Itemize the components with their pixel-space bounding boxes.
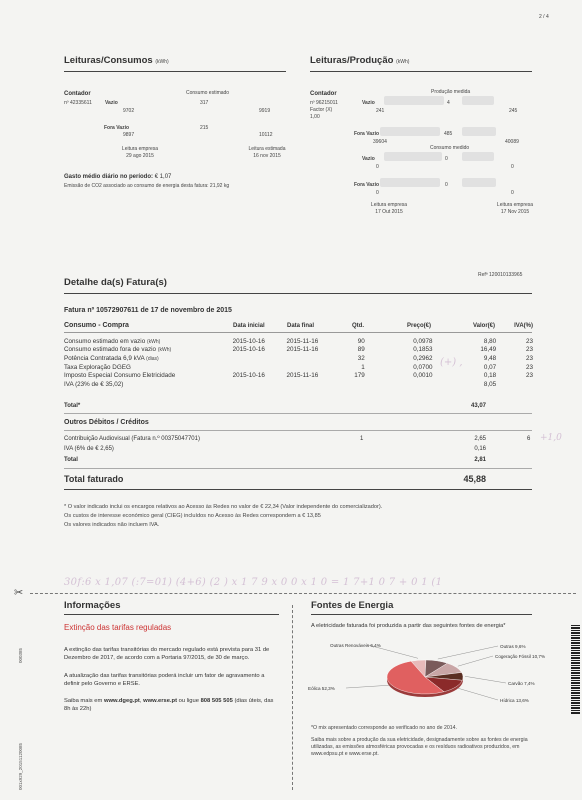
side-code-1: 001x929_20151120085 [18, 743, 23, 790]
pie-label: Outras Renováveis 6,4% [330, 643, 381, 648]
prod-fora2-label: Fora Vazio [354, 182, 380, 188]
row-preco [365, 380, 433, 389]
prod-vazio2-value: 0 [445, 156, 448, 162]
row-valor: 8,80 [483, 337, 497, 345]
row-qtd: 179 [354, 372, 365, 380]
informacoes-subtitle: Extinção das tarifas reguladas [64, 623, 172, 632]
row-iva: 23 [525, 372, 533, 380]
col-desc-header: Consumo - Compra [64, 322, 129, 329]
consumo-estimado-label: Consumo estimado [186, 90, 230, 96]
row-df: 2015-11-16 [286, 337, 319, 345]
total-faturado-value: 45,88 [463, 474, 486, 484]
fora-vazio-label: Fora Vazio [104, 125, 130, 131]
prod-le2-date: 17 Nov 2015 [500, 209, 530, 215]
prod-vazio-value: 4 [447, 100, 450, 106]
prod-contador-number: nº 96215011 [310, 100, 338, 106]
gasto-value: € 1,07 [154, 174, 172, 180]
vazio-start: 9702 [123, 108, 135, 114]
row-qtd: 32 [357, 354, 365, 362]
outros-row-2-desc: IVA (6% de € 2,65) [64, 446, 114, 452]
fatura-line: Fatura nº 10572907611 de 17 de novembro de 2015 [64, 307, 232, 314]
barcode [571, 625, 580, 715]
table-row [64, 363, 533, 372]
invoice-rows [64, 337, 533, 389]
consumos-unit: (kWh) [155, 59, 169, 65]
row-di [233, 354, 287, 363]
page-number: 2 / 4 [539, 14, 549, 20]
fora-start: 9897 [123, 132, 135, 138]
erse-link[interactable]: www.erse.pt [143, 698, 178, 704]
note-3: Os valores indicados não incluem IVA. [64, 522, 160, 528]
total1-label: Total* [64, 403, 81, 409]
prod-fora2-start: 0 [376, 190, 379, 196]
row-desc [64, 354, 233, 363]
row-preco: 0,0700 [413, 363, 433, 371]
row-valor: 9,48 [483, 354, 497, 362]
table-row [64, 337, 533, 346]
producao-medida-label: Produção medida [431, 89, 471, 95]
total2-label: Total [64, 457, 78, 463]
phone-number: 808 505 505 [200, 698, 233, 704]
outros-row-1-qtd: 1 [360, 436, 364, 442]
table-row [64, 371, 533, 380]
prod-fora-value: 485 [444, 131, 453, 137]
total1-value: 43,07 [470, 403, 486, 409]
fontes-subtitle: A eletricidade faturada foi produzida a partir das seguintes fontes de energia* [311, 623, 506, 629]
prod-fora2-value: 0 [445, 182, 448, 188]
ref-number: Refª 120010133965 [478, 272, 523, 278]
row-qtd: 1 [361, 363, 365, 371]
gasto-label: Gasto médio diário no período: [64, 174, 154, 180]
row-unit: (kWh) [157, 347, 172, 354]
row-di: 2015-10-16 [232, 346, 265, 354]
informacoes-title: Informações [64, 600, 121, 611]
leitura-estimada-date: 16 nov 2015 [253, 153, 281, 159]
row-di: 2015-10-16 [232, 337, 265, 345]
row-desc [64, 337, 233, 346]
leitura-estimada-label: Leitura estimada [248, 146, 286, 152]
producao-unit: (kWh) [396, 59, 410, 65]
gasto-medio [64, 174, 171, 180]
outros-row-1-valor: 2,65 [474, 436, 486, 442]
informacoes-p1: A extinção das tarifas transitórias do mercado regulado está prevista para 31 de Dezembro de 2017, de acordo com a Portaria 97/2015, de 30 de março. [64, 647, 270, 661]
fontes-title: Fontes de Energia [311, 600, 394, 611]
row-desc [64, 363, 233, 372]
side-code-2: 000385 [18, 647, 23, 663]
vazio-consumo: 317 [200, 100, 209, 106]
p3-mid: , [139, 698, 142, 704]
col-preco-header: Preço(€) [406, 323, 431, 329]
row-iva: 23 [525, 363, 533, 371]
leitura-empresa-label: Leitura empresa [121, 146, 159, 152]
p3-tail: ou ligue [178, 698, 199, 704]
row-di [233, 363, 287, 372]
prod-le2-label: Leitura empresa [496, 202, 534, 208]
prod-fora2-end: 0 [511, 190, 514, 196]
row-df [286, 354, 354, 363]
pie-label: Carvão 7,4% [508, 681, 535, 686]
row-preco: 0,0010 [413, 372, 433, 380]
pie-label: Outras 9,6% [500, 644, 526, 649]
row-preco: 0,0978 [413, 337, 433, 345]
pie-label: Hídrica 13,6% [500, 698, 529, 703]
row-df [286, 380, 354, 389]
outros-row-2-valor: 0,16 [474, 446, 486, 452]
fora-end: 10112 [259, 132, 273, 138]
row-desc-text: Consumo estimado em vazio [64, 337, 146, 345]
note-2: Os custos de interesse económico geral (CIEG) incluídos no Acesso às Redes correspondem a € 13,85 [64, 513, 321, 519]
pie-label: Cogeração Fóssil 10,7% [495, 654, 546, 659]
co2-text: Emissão de CO2 associado ao consumo de energia desta fatura: 21,92 kg [64, 183, 230, 189]
row-desc-text: IVA (23% de € 35,02) [64, 380, 124, 388]
row-di: 2015-10-16 [232, 372, 265, 380]
prod-fora-start: 39604 [373, 139, 387, 145]
scissors-icon: ✂ [14, 587, 24, 599]
fontes-more: Saiba mais sobre a produção da sua eletricidade, designadamente sobre as fontes de energia utilizadas, as emissões atmosféricas provocadas e os resíduos radioativos produzidos, em www.edpsu.pt e www.erse.pt. [311, 737, 528, 757]
row-iva: 23 [525, 337, 533, 345]
informacoes-p3 [64, 697, 279, 713]
prod-vazio-label: Vazio [362, 100, 375, 106]
row-valor: 0,18 [483, 372, 497, 380]
row-unit: (kWh) [146, 338, 161, 345]
pie-label: Eólica 52,3% [308, 686, 335, 691]
dgeg-link[interactable]: www.dgeg.pt [103, 698, 140, 704]
row-desc-text: Imposto Especial Consumo Eletricidade [64, 372, 176, 380]
invoice-table [64, 337, 533, 389]
row-df: 2015-11-16 [286, 346, 319, 354]
prod-le1-label: Leitura empresa [370, 202, 408, 208]
col-df-header: Data final [287, 323, 315, 329]
handwritten-formula: 30f:6 x 1,07 (:7=01) (4+6) (2 ) x 1 7 9 x 0 0 x 1 0 = 1 7+1 0 7 + 0 1 (1 [64, 577, 443, 588]
row-preco: 0,1853 [413, 346, 433, 354]
prod-fora-end: 40089 [505, 139, 519, 145]
row-iva: 23 [525, 346, 533, 354]
pie-leader-line [346, 685, 389, 688]
vazio-end: 9919 [259, 108, 271, 114]
row-qtd: 89 [357, 346, 365, 354]
contador-number: nº 42335611 [64, 100, 92, 106]
prod-le1-date: 17 Out 2015 [375, 209, 403, 215]
total2-value: 2,81 [474, 457, 486, 463]
row-desc [64, 380, 233, 389]
p3-end: (dias úteis, das 8h às 22h) [64, 698, 274, 712]
handwritten-row-marks: (+) , [440, 357, 463, 368]
fora-consumo: 215 [200, 125, 209, 131]
factor-label: Factor (X) [310, 107, 333, 113]
row-df: 2015-11-16 [286, 372, 319, 380]
contador-label: Contador [64, 91, 91, 97]
prod-contador-label: Contador [310, 91, 337, 97]
row-iva [496, 380, 533, 389]
energy-pie-chart [300, 632, 570, 722]
row-qtd: 90 [357, 337, 365, 345]
producao-title [310, 55, 409, 66]
outros-header: Outros Débitos / Créditos [64, 419, 149, 426]
handwritten-iva-mark: +1,0 [540, 433, 562, 443]
col-iva-header: IVA(%) [514, 323, 533, 329]
consumos-title-text: Leituras/Consumos [64, 55, 153, 66]
total-faturado-label: Total faturado [64, 474, 124, 484]
col-di-header: Data inicial [233, 323, 265, 329]
pie-leader-line [465, 676, 506, 683]
factor-value: 1,00 [310, 114, 320, 120]
row-preco: 0,2962 [413, 354, 433, 362]
p3-pre: Saiba mais em [64, 698, 103, 704]
row-valor: 0,07 [483, 363, 497, 371]
col-valor-header: Valor(€) [472, 323, 495, 329]
table-row [64, 354, 533, 363]
pie-leader-line [458, 656, 493, 666]
prod-vazio2-label: Vazio [362, 156, 375, 162]
outros-row-1-iva: 6 [527, 436, 531, 442]
prod-vazio2-end: 0 [511, 164, 514, 170]
prod-vazio-start: 241 [376, 108, 385, 114]
row-desc [64, 371, 233, 380]
pie-leader-line [458, 688, 498, 700]
producao-title-text: Leituras/Produção [310, 55, 394, 66]
outros-row-1-desc: Contribuição Audiovisual (Fatura n.º 00375047701) [64, 436, 200, 442]
row-desc [64, 346, 233, 355]
row-iva: 23 [525, 354, 533, 362]
row-df [286, 363, 354, 372]
row-qtd [354, 380, 365, 389]
row-di [233, 380, 287, 389]
detalhe-title: Detalhe da(s) Fatura(s) [64, 277, 167, 288]
row-unit: (dias) [146, 355, 159, 362]
informacoes-p2: A atualização das tarifas transitórias poderá incluir um fator de agravamento a definir pelo Governo e ERSE. [64, 673, 265, 687]
vazio-label: Vazio [105, 100, 118, 106]
col-qtd-header: Qtd. [352, 323, 364, 329]
prod-fora-label: Fora Vazio [354, 131, 380, 137]
prod-vazio2-start: 0 [376, 164, 379, 170]
consumos-title [64, 55, 169, 66]
row-desc-text: Potência Contratada 6,9 kVA [64, 354, 145, 362]
note-1: * O valor indicado inclui os encargos relativos ao Acesso às Redes no valor de € 22,34 (Valor independente do comercializador). [64, 504, 383, 510]
prod-vazio-end: 245 [509, 108, 518, 114]
row-desc-text: Consumo estimado fora de vazio [64, 346, 157, 354]
row-valor: 16,49 [480, 346, 497, 354]
fontes-footnote: *O mix apresentado corresponde ao verificado no ano de 2014. [311, 725, 457, 731]
table-row [64, 346, 533, 355]
table-row [64, 380, 533, 389]
row-desc-text: Taxa Exploração DGEG [64, 363, 131, 371]
consumo-medido-label: Consumo medido [430, 145, 470, 151]
leitura-empresa-date: 29 ago 2015 [126, 153, 154, 159]
row-valor: 8,05 [483, 380, 497, 388]
